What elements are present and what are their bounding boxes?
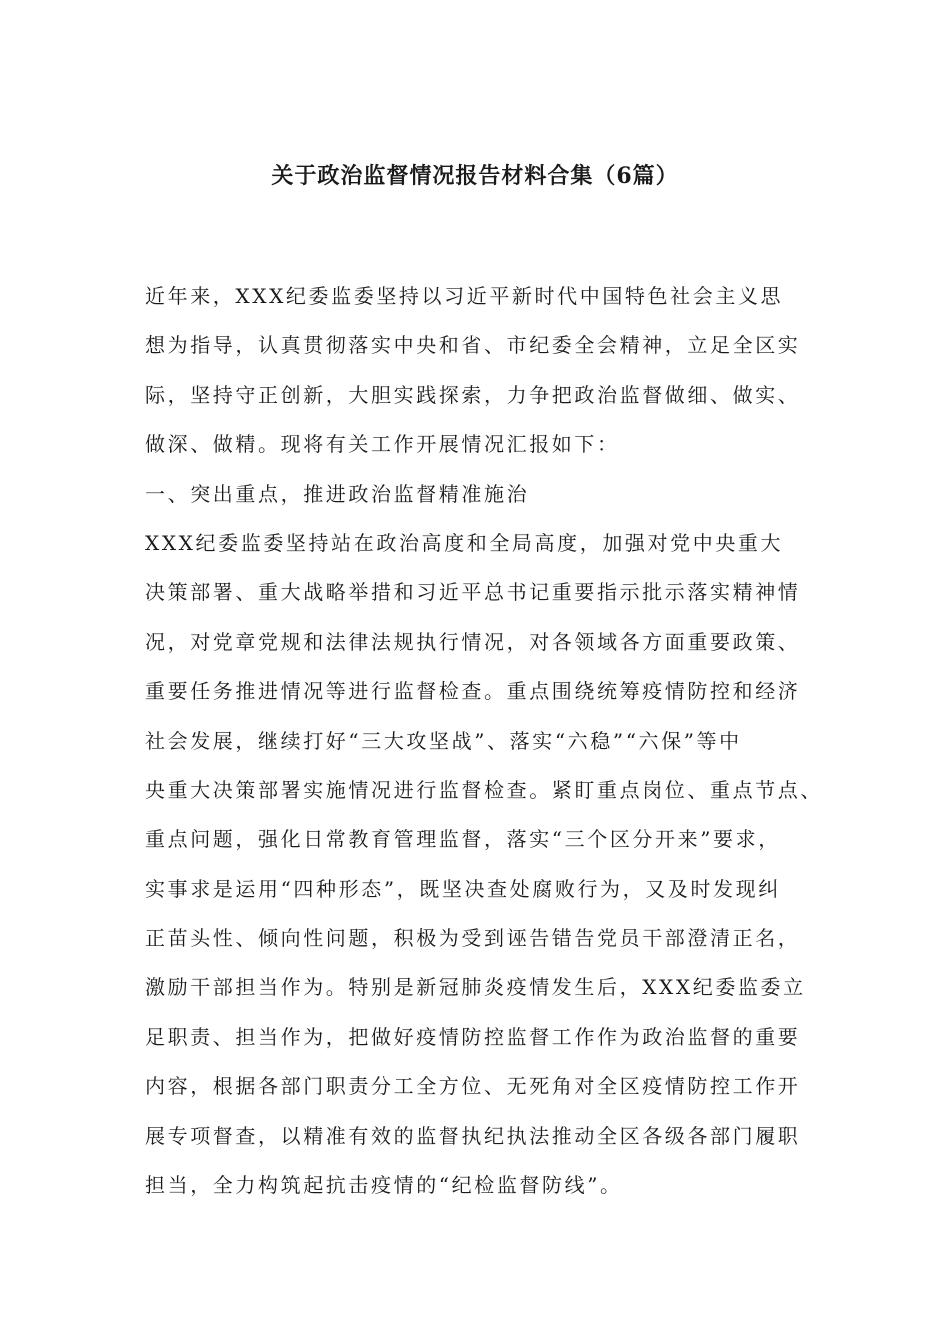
body-line: 重要任务推进情况等进行监督检查。重点围绕统筹疫情防控和经济 — [145, 679, 801, 704]
body-line: 决策部署、重大战略举措和习近平总书记重要指示批示落实精神情 — [145, 580, 801, 605]
body-line: 担当，全力构筑起抗击疫情的“纪检监督防线”。 — [145, 1173, 623, 1198]
body-line: 正苗头性、倾向性问题，积极为受到诬告错告党员干部澄清正名， — [145, 926, 801, 951]
body-line: 近年来，XXX纪委监委坚持以习近平新时代中国特色社会主义思 — [145, 284, 784, 308]
body-line: 做深、做精。现将有关工作开展情况汇报如下： — [145, 432, 620, 457]
document-body — [145, 272, 845, 1210]
section-heading: 一、突出重点，推进政治监督精准施治 — [145, 481, 530, 506]
body-line: 重点问题，强化日常教育管理监督，落实“三个区分开来”要求， — [145, 827, 781, 852]
body-line: 内容，根据各部门职责分工全方位、无死角对全区疫情防控工作开 — [145, 1074, 801, 1099]
body-line: 央重大决策部署实施情况进行监督检查。紧盯重点岗位、重点节点、 — [145, 777, 823, 802]
body-line: 激励干部担当作为。特别是新冠肺炎疫情发生后，XXX纪委监委立 — [145, 975, 806, 1000]
body-line: 想为指导，认真贯彻落实中央和省、市纪委全会精神，立足全区实 — [145, 333, 801, 358]
body-line: 社会发展，继续打好“三大攻坚战”、落实“六稳”“六保”等中 — [145, 728, 742, 753]
body-line: 况，对党章党规和法律法规执行情况，对各领域各方面重要政策、 — [145, 629, 801, 654]
document-title: 关于政治监督情况报告材料合集（6篇） — [271, 163, 679, 189]
body-line: 实事求是运用“四种形态”，既坚决查处腐败行为，又及时发现纠 — [145, 876, 781, 901]
body-line: XXX纪委监委坚持站在政治高度和全局高度，加强对党中央重大 — [145, 530, 784, 555]
body-line: 足职责、担当作为，把做好疫情防控监督工作作为政治监督的重要 — [145, 1024, 801, 1049]
body-line: 际，坚持守正创新，大胆实践探索，力争把政治监督做细、做实、 — [145, 382, 801, 407]
body-line: 展专项督查，以精准有效的监督执纪执法推动全区各级各部门履职 — [145, 1123, 801, 1148]
